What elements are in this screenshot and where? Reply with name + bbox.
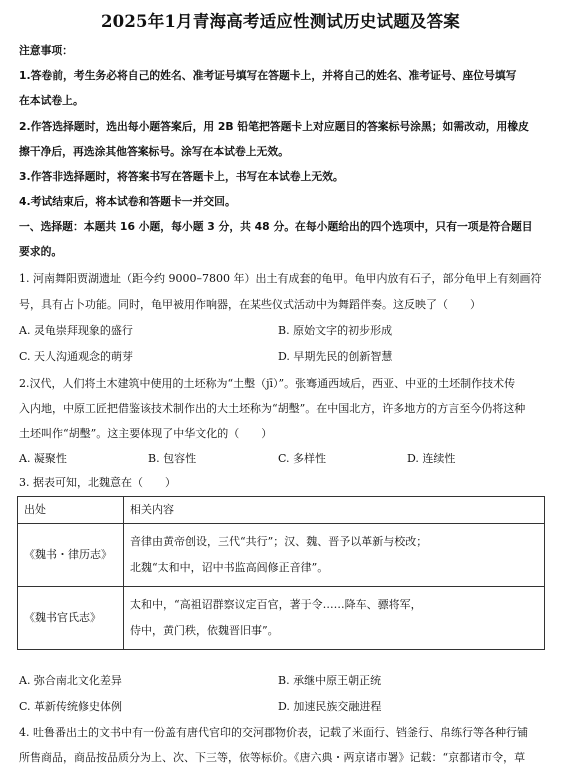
- q1-option-b: B. 原始文字的初步形成: [278, 324, 393, 337]
- table-cell-line: 太和中，“高祖诏群察议定百官，著于令……降车、骠将军，: [130, 598, 422, 611]
- q3-option-a: A. 弥合南北文化差异: [19, 674, 122, 687]
- notice-line: 3.作答非选择题时，将答案书写在答题卡上，书写在本试卷上无效。: [19, 170, 344, 183]
- table-cell-content: [124, 587, 545, 650]
- q3-option-d: D. 加速民族交融进程: [278, 700, 382, 713]
- q2-option-b: B. 包容性: [148, 452, 197, 465]
- table-cell-content: [124, 524, 545, 587]
- q1-option-a: A. 灵龟崇拜现象的盛行: [19, 324, 133, 337]
- notice-line: 2.作答选择题时，选出每小题答案后，用 2B 铅笔把答题卡上对应题目的答案标号涂黑；如需改动，用橡皮: [19, 120, 529, 133]
- table-cell-source: 《魏书官氏志》: [18, 587, 124, 650]
- q3-source-table: [17, 496, 545, 650]
- q2-stem: 土坯叫作“胡墼”。这主要体现了中华文化的（ ）: [19, 427, 273, 440]
- notice-line: 1.答卷前，考生务必将自己的姓名、准考证号填写在答题卡上，并将自己的姓名、准考证号、座位号填写: [19, 69, 517, 82]
- table-row: [18, 524, 545, 587]
- q1-option-c: C. 天人沟通观念的萌芽: [19, 350, 134, 363]
- q1-option-d: D. 早期先民的创新智慧: [278, 350, 393, 363]
- table-cell-source: 《魏书・律历志》: [18, 524, 124, 587]
- table-header-row: [18, 497, 545, 524]
- notice-line: 擦干净后，再选涂其他答案标号。涂写在本试卷上无效。: [19, 145, 289, 158]
- q3-option-b: B. 承继中原王朝正统: [278, 674, 382, 687]
- notice-heading: 注意事项：: [19, 44, 73, 57]
- q1-stem: 号，具有占卜功能。同时，龟甲被用作响器，在某些仪式活动中为舞蹈伴奏。这反映了（ ）: [19, 298, 481, 311]
- q3-option-c: C. 革新传统修史体例: [19, 700, 123, 713]
- table-cell-line: 音律由黄帝创设，三代“共行”；汉、魏、晋予以革新与校改；: [130, 535, 428, 548]
- notice-line: 4.考试结束后，将本试卷和答题卡一并交回。: [19, 195, 236, 208]
- table-header-cell: 出处: [18, 497, 124, 524]
- q2-option-d: D. 连续性: [407, 452, 456, 465]
- notice-line: 在本试卷上。: [19, 94, 84, 107]
- q2-option-a: A. 凝聚性: [19, 452, 67, 465]
- table-row: [18, 587, 545, 650]
- q2-stem: 入内地，中原工匠把借鉴该技术制作出的大土坯称为“胡墼”。在中国北方，许多地方的方言至今仍将这种: [19, 402, 526, 415]
- table-cell-line: 北魏“太和中，诏中书监高闾修正音律”。: [130, 561, 329, 574]
- page-title: 2025年1月青海高考适应性测试历史试题及答案: [100, 12, 460, 31]
- table-header-cell: 相关内容: [124, 497, 545, 524]
- q3-stem: 3. 据表可知，北魏意在（ ）: [19, 476, 176, 489]
- section-heading: 一、选择题：本题共 16 小题，每小题 3 分，共 48 分。在每小题给出的四个选项中，只有一项是符合题目: [19, 220, 533, 233]
- section-heading-cont: 要求的。: [19, 245, 63, 258]
- q4-stem: 所售商品，商品按品质分为上、次、下三等，依等标价。《唐六典・两京诸市署》记载：“京都诸市令，草: [19, 751, 526, 764]
- table-cell-line: 侍中，黄门秩，依魏晋旧事”。: [130, 624, 279, 637]
- q1-stem: 1. 河南舞阳贾湖遗址（距今约 9000–7800 年）出土有成套的龟甲。龟甲内放有石子，部分龟甲上有刻画符: [19, 272, 542, 285]
- q4-stem: 4. 吐鲁番出土的文书中有一份盖有唐代官印的交河郡物价表，记载了米面行、铛釜行、帛练行等各种行铺: [19, 726, 528, 739]
- q2-option-c: C. 多样性: [278, 452, 327, 465]
- q2-stem: 2.汉代，人们将土木建筑中使用的土坯称为“土墼（jī）”。张骞通西域后，西亚、中亚的土坯制作技术传: [19, 377, 516, 390]
